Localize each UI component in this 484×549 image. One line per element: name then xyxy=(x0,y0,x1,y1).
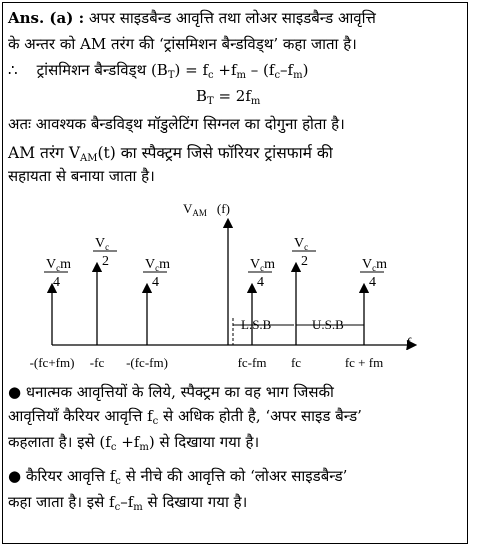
frequency-tick-label: fc + fm xyxy=(344,355,384,370)
bullet-1-text-1: धनात्मक आवृत्तियों के लिये, स्पैक्ट्रम का वह भाग जिसकी xyxy=(25,383,334,401)
spectral-line-label: $V_cm$ xyxy=(250,257,276,273)
spectral-line-label-denominator: 4 xyxy=(257,275,264,290)
frequency-tick-label: -fc xyxy=(89,355,105,370)
bullet-2-line-1 xyxy=(8,466,347,486)
spectral-line-label-denominator: 2 xyxy=(102,254,109,269)
spectrum-intro-2: सहायता से बनाया जाता है। xyxy=(8,167,155,185)
bandwidth-equation-1 xyxy=(8,60,308,80)
bullet-2-text-1: कैरियर आवृत्ति $f_c$ से नीचे की आवृत्ति को ‘लोअर साइडबैन्ड’ xyxy=(25,467,348,487)
answer-label: Ans. (a) : xyxy=(8,9,85,27)
lsb-label: L.S.B xyxy=(241,317,272,332)
usb-label: U.S.B xyxy=(312,317,344,332)
bullet-1-symbol: ● xyxy=(8,383,22,401)
spectrum-intro-1: AM तरंग $V_{AM}(t)$ का स्पैक्ट्रम जिसे फॉरियर ट्रांसफार्म की xyxy=(8,144,333,164)
answer-text-1: अपर साइडबैन्ड आवृत्ति तथा लोअर साइडबैन्ड आवृत्ति xyxy=(88,9,376,27)
bandwidth-label: ट्रांसमिशन बैन्डविड्थ xyxy=(36,61,147,79)
spectral-line-label-denominator: 2 xyxy=(301,254,308,269)
bandwidth-equation-2: $B_T = 2f_m$ xyxy=(196,87,261,107)
spectral-line-label: $V_cm$ xyxy=(362,257,388,273)
bullet-2-line-2: कहा जाता है। इसे $f_c-f_m$ से दिखाया गया है। xyxy=(8,493,248,513)
answer-line-2: के अन्तर को AM तरंग की ‘ट्रांसमिशन बैन्डविड्थ’ कहा जाता है। xyxy=(8,35,357,53)
frequency-tick-label: -(fc+fm) xyxy=(29,355,75,370)
bandwidth-formula: $(B_T) = f_c +f_m - (f_c-f_m)$ xyxy=(150,61,309,81)
bullet-1-line-3: कहलाता है। इसे $(f_c +f_m)$ से दिखाया गया है। xyxy=(8,433,260,453)
frequency-tick-label: -(fc-fm) xyxy=(126,355,168,370)
answer-line-1 xyxy=(8,8,376,28)
spectral-line-label: $V_c$ xyxy=(95,236,110,252)
frequency-axis-label: f xyxy=(406,336,410,351)
spectral-line-label: $V_c$ xyxy=(294,236,309,252)
spectral-line-label: $V_cm$ xyxy=(145,257,171,273)
bandwidth-conclusion: अतः आवश्यक बैन्डविड्थ मॉडुलेटिंग सिग्नल का दोगुना होता है। xyxy=(8,115,345,133)
therefore-symbol: ∴ xyxy=(8,61,18,79)
spectral-line-label-denominator: 4 xyxy=(369,275,376,290)
bullet-1-line-1 xyxy=(8,382,334,402)
spectral-line-label-denominator: 4 xyxy=(152,275,159,290)
bullet-1-line-2: आवृत्तियाँ कैरियर आवृत्ति $f_c$ से अधिक होती है, ‘अपर साइड बैन्ड’ xyxy=(8,407,362,427)
frequency-tick-label: fc-fm xyxy=(237,355,267,370)
spectral-line-label-denominator: 4 xyxy=(53,275,60,290)
frequency-tick-label: fc xyxy=(290,355,302,370)
spectral-line-label: $V_cm$ xyxy=(46,257,72,273)
amplitude-axis-label: $V_{AM}$ (f) xyxy=(183,201,230,218)
spectrum-diagram xyxy=(0,195,484,375)
bullet-2-symbol: ● xyxy=(8,467,22,485)
